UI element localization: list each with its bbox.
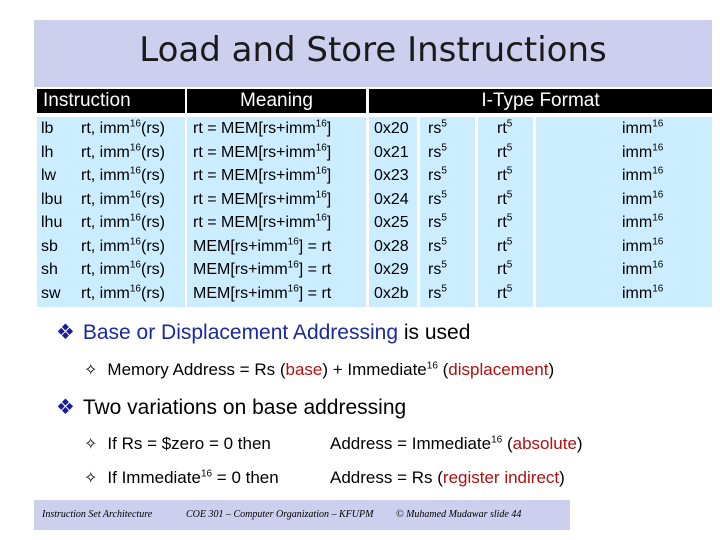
rs-text: rs [428,284,442,302]
operands-end: (rs) [141,167,165,184]
rs-sup: 5 [441,165,447,177]
absolute-word: absolute [512,434,577,453]
rs-text: rs [428,214,442,231]
bullet-diamond-icon: ❖ [56,321,75,344]
rt-field [497,188,512,212]
ri-condition-b: = 0 then [212,468,279,487]
operands-text: rt, imm [81,214,130,231]
imm-text: imm [622,261,653,278]
mnemonic [41,141,53,165]
meaning-end: ] [326,120,332,137]
base-text: base [285,360,323,379]
hollow-diamond-icon: ✧ [84,362,98,379]
meaning-sup: 16 [287,259,299,271]
footer-right: © Muhamed Mudawar slide 44 [396,509,522,520]
register-indirect-word: register indirect [442,468,560,487]
operands-end: (rs) [141,261,165,278]
ri-text-a: Address = Rs ( [330,468,443,487]
is-used-text: is used [398,321,471,344]
rt-sup: 5 [506,118,513,130]
imm-field [622,141,663,165]
column-opcode [369,117,417,307]
operands-sup: 16 [129,236,141,248]
meaning-end: ] [326,214,332,231]
column-imm [536,117,712,307]
rt-text: rt [497,237,507,255]
operands-text: rt, imm [81,237,130,255]
opcode-text: 0x28 [374,237,409,255]
operands-end: (rs) [141,284,165,302]
rt-field [497,164,512,188]
column-instruction [37,117,185,307]
operands-text: rt, imm [81,167,130,184]
imm-sup: 16 [652,283,664,295]
operands-end: (rs) [141,237,165,255]
operands [81,164,165,188]
rs-field [428,211,447,235]
footer-center: COE 301 – Computer Organization – KFUPM [186,509,374,520]
rs-field [428,235,447,259]
operands-end: (rs) [141,143,165,161]
rt-field [497,211,512,235]
mem-addr-text-c: ( [437,360,449,379]
meaning-text: MEM[rs+imm [193,261,288,278]
title-banner [34,20,712,87]
meaning-text: rt = MEM[rs+imm [193,214,316,231]
operands-sup: 16 [129,189,141,201]
imm-field [622,235,663,259]
mnemonic-text: lbu [41,190,63,208]
imm-sup: 16 [652,212,664,224]
operands-text: rt, imm [81,284,130,302]
rs-sup: 5 [441,212,447,224]
operands [81,117,165,141]
rt-sup: 5 [506,189,513,201]
rs-text: rs [428,120,442,137]
mnemonic-text: sw [41,284,61,302]
meaning [193,258,331,282]
two-variations-text: Two variations on base addressing [82,396,407,419]
mnemonic-text: lhu [41,214,63,231]
imm-field [622,258,663,282]
operands-text: rt, imm [81,261,130,278]
imm-sup: 16 [652,259,664,271]
imm-field [622,188,663,212]
meaning-text: rt = MEM[rs+imm [193,167,316,184]
header-itype-format: I-Type Format [369,89,712,113]
operands [81,282,165,306]
meaning-sup: 16 [287,283,299,295]
mnemonic [41,211,62,235]
meaning-sup: 16 [315,142,327,154]
imm-text: imm [622,190,653,208]
meaning-text: rt = MEM[rs+imm [193,143,316,161]
rs-text: rs [428,143,442,161]
hollow-diamond-icon: ✧ [84,470,98,487]
operands-sup: 16 [129,142,141,154]
rt-field [497,235,512,259]
imm-field [622,164,663,188]
mnemonic [41,117,53,141]
operands-text: rt, imm [81,190,130,208]
opcode-text: 0x20 [374,120,409,137]
operands-end: (rs) [141,214,165,231]
opcode-text: 0x25 [374,214,409,231]
imm-text: imm [622,143,653,161]
operands-sup: 16 [129,118,141,130]
meaning-text: rt = MEM[rs+imm [193,120,316,137]
displacement-text: displacement [448,360,549,379]
rs-field [428,282,447,306]
rs-field [428,141,447,165]
rt-sup: 5 [506,142,513,154]
absolute-sup: 16 [491,434,503,446]
rt-text: rt [497,214,507,231]
mnemonic [41,164,56,188]
imm-text: imm [622,237,653,255]
meaning-sup: 16 [315,189,327,201]
meaning-text: MEM[rs+imm [193,284,288,302]
rs-sup: 5 [441,189,447,201]
rt-field [497,282,512,306]
rt-field [497,117,512,141]
rs-field [428,258,447,282]
rt-text: rt [497,143,507,161]
imm-sup: 16 [652,236,664,248]
slide-title: Load and Store Instructions [139,30,607,70]
imm-text: imm [622,214,653,231]
imm-text: imm [622,167,653,184]
opcode-text: 0x24 [374,190,409,208]
rt-sup: 5 [506,212,513,224]
operands [81,211,165,235]
mnemonic [41,282,61,306]
meaning [193,141,331,165]
opcode [374,235,409,259]
mem-addr-text-b: ) + Immediate [322,360,427,379]
footer-left: Instruction Set Architecture [42,509,153,520]
opcode [374,188,409,212]
operands [81,258,165,282]
absolute-condition: If Rs = $zero = 0 then [107,434,271,453]
imm-sup: 16 [652,165,664,177]
ri-text-b: ) [559,468,565,487]
opcode [374,258,409,282]
imm-field [622,211,663,235]
column-meaning [187,117,366,307]
rs-sup: 5 [441,283,447,295]
rt-sup: 5 [506,283,513,295]
meaning-sup: 16 [315,212,327,224]
mnemonic-text: sb [41,237,58,255]
bullet-base-addressing [56,320,470,345]
instruction-table [37,89,712,307]
operands-sup: 16 [129,165,141,177]
register-indirect-result [330,468,565,488]
opcode-text: 0x21 [374,143,409,161]
mem-addr-sup: 16 [426,360,438,372]
header-instruction: Instruction [37,89,185,113]
column-rt [478,117,533,307]
column-rs [420,117,475,307]
rt-field [497,258,512,282]
mem-addr-text-a: Memory Address = Rs ( [107,360,286,379]
operands-text: rt, imm [81,120,130,137]
sub-bullet-absolute [84,434,271,454]
meaning-text: rt = MEM[rs+imm [193,190,316,208]
mnemonic-text: sh [41,261,58,278]
hollow-diamond-icon: ✧ [84,436,98,453]
imm-sup: 16 [652,189,664,201]
rs-field [428,164,447,188]
mnemonic-text: lb [41,120,54,137]
rs-text: rs [428,261,442,278]
rt-sup: 5 [506,236,513,248]
rs-sup: 5 [441,142,447,154]
opcode-text: 0x29 [374,261,409,278]
rs-text: rs [428,190,442,208]
rs-sup: 5 [441,236,447,248]
meaning-end: ] = rt [298,261,332,278]
operands-text: rt, imm [81,143,130,161]
rt-sup: 5 [506,259,513,271]
bullet-two-variations [56,395,406,420]
opcode [374,117,409,141]
meaning-end: ] [326,167,332,184]
absolute-text-a: Address = Immediate [330,434,492,453]
imm-text: imm [622,120,653,137]
imm-text: imm [622,284,653,302]
header-meaning: Meaning [187,89,366,113]
operands [81,235,165,259]
meaning [193,164,331,188]
rs-field [428,188,447,212]
imm-sup: 16 [652,142,664,154]
rt-text: rt [497,120,507,137]
imm-field [622,282,663,306]
rt-sup: 5 [506,165,513,177]
meaning-end: ] [326,190,332,208]
meaning [193,188,331,212]
meaning [193,211,331,235]
mnemonic-text: lh [41,143,54,161]
rt-text: rt [497,190,507,208]
rs-field [428,117,447,141]
footer-bar [34,500,570,530]
rt-text: rt [497,167,507,184]
opcode-text: 0x2b [374,284,409,302]
meaning-end: ] = rt [298,284,332,302]
rt-text: rt [497,261,507,278]
base-addressing-text: Base or Displacement Addressing [82,321,398,344]
meaning [193,235,331,259]
operands-sup: 16 [129,212,141,224]
opcode [374,141,409,165]
rt-field [497,141,512,165]
rs-text: rs [428,237,442,255]
mnemonic-text: lw [41,167,57,184]
operands [81,188,165,212]
mnemonic [41,235,58,259]
sub-bullet-register-indirect [84,468,279,488]
opcode [374,282,409,306]
absolute-text-b: ( [502,434,513,453]
bullet-diamond-icon: ❖ [56,396,75,419]
mnemonic [41,258,58,282]
meaning [193,117,331,141]
meaning-text: MEM[rs+imm [193,237,288,255]
rs-sup: 5 [441,259,447,271]
meaning [193,282,331,306]
opcode [374,211,409,235]
operands [81,141,165,165]
mnemonic [41,188,62,212]
meaning-sup: 16 [287,236,299,248]
opcode [374,164,409,188]
rt-text: rt [497,284,507,302]
absolute-text-c: ) [576,434,583,453]
absolute-result [330,434,583,454]
sub-bullet-memory-address [84,360,554,380]
imm-field [622,117,663,141]
operands-end: (rs) [141,120,165,137]
operands-sup: 16 [129,283,141,295]
mem-addr-text-d: ) [548,360,555,379]
imm-sup: 16 [652,118,664,130]
meaning-end: ] = rt [298,237,332,255]
meaning-end: ] [326,143,332,161]
meaning-sup: 16 [315,165,327,177]
ri-condition-a: If Immediate [107,468,201,487]
operands-end: (rs) [141,190,165,208]
rs-sup: 5 [441,118,447,130]
operands-sup: 16 [129,259,141,271]
opcode-text: 0x23 [374,167,409,184]
ri-condition-sup: 16 [200,468,213,480]
rs-text: rs [428,167,442,184]
meaning-sup: 16 [315,118,327,130]
